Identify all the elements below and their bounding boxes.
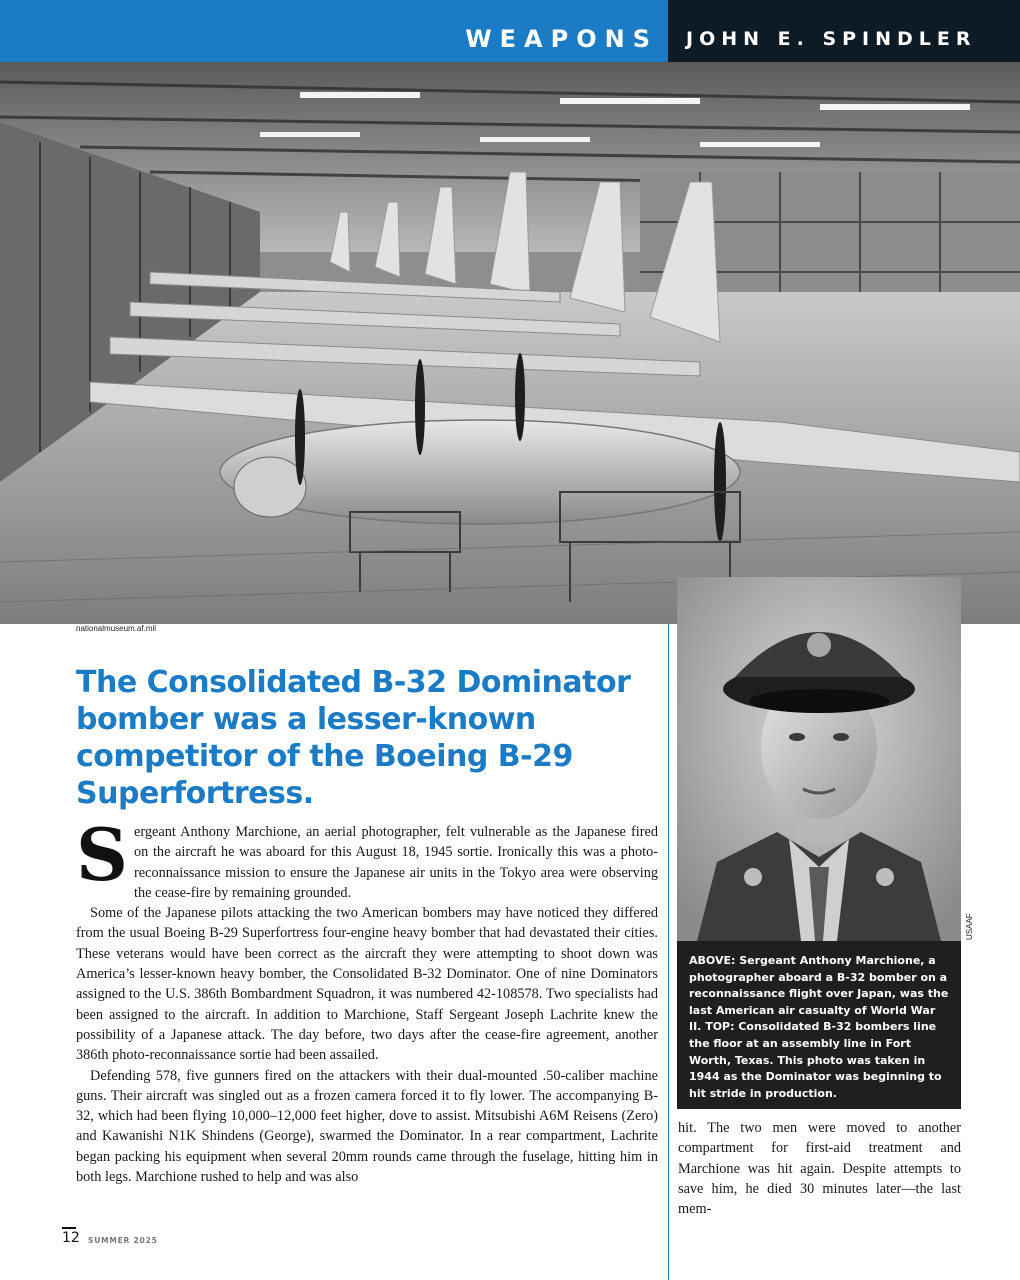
article-headline: The Consolidated B-32 Dominator bomber was a lesser-known competitor of the Boeing B-29 Superfortress. bbox=[76, 665, 631, 811]
paragraph-3: Defending 578, five gunners fired on the attackers with their dual-mounted .50-caliber machine guns. Their aircraft was singled out as a frozen camera forced it to fly lower. The accompanying B-32, which had been flying 10,000–12,000 feet higher, dove to assist. Mitsubishi A6M Reisens (Zero) and Kawanishi N1K Shindens (George), swarmed the Dominator. In a rear compartment, Lachrite began packing his equipment when several 20mm rounds came through the fuselage, hitting him in both legs. Marchione rushed to help and was also bbox=[76, 1067, 658, 1186]
section-label: WEAPONS bbox=[465, 25, 658, 53]
article-continuation: hit. The two men were moved to another compartment for first-aid treatment and Marchione was hit again. Despite attempts to save him, he died 30 minutes later—the last mem- bbox=[678, 1120, 961, 1218]
portrait-illustration bbox=[677, 577, 961, 941]
paragraph-1 bbox=[76, 812, 658, 903]
issue-label: SUMMER 2025 bbox=[88, 1236, 158, 1245]
folio-rule bbox=[62, 1227, 76, 1229]
drop-cap: S bbox=[76, 812, 128, 897]
photo-credit-top: nationalmuseum.af.mil bbox=[76, 624, 157, 633]
page-number: 12 bbox=[62, 1230, 80, 1246]
paragraph-2: Some of the Japanese pilots attacking the two American bombers may have noticed they differed from the usual Boeing B-29 Superfortress four-engine heavy bomber that had devastated their cities. These veterans would have been correct as the aircraft they were attempting to shoot down was America’s lesser-known heavy bomber, the Consolidated B-32 Dominator. One of nine Dominators assigned to the U.S. 386th Bombardment Squadron, it was numbered 42-108578. Two specialists had been assigned to the aircraft. In addition to Marchione, Staff Sergeant Joseph Lachrite knew the possibility of a Japanese attack. The day before, two days after the cease-fire agreement, another 386th photo-reconnaissance sortie had been assailed. bbox=[76, 905, 658, 1064]
article-body bbox=[76, 812, 658, 1187]
photo-credit-side: USAAF bbox=[965, 913, 974, 940]
photo-caption-box bbox=[677, 941, 961, 1109]
assembly-line-illustration bbox=[0, 62, 1020, 624]
author-byline: JOHN E. SPINDLER bbox=[686, 28, 977, 50]
assembly-line-photo bbox=[0, 62, 1020, 624]
photo-caption: ABOVE: Sergeant Anthony Marchione, a photographer aboard a B-32 bomber on a reconnaissance flight over Japan, was the last American air casualty of World War II. TOP: Consolidated B-32 bombers line the floor at an assembly line in Fort Worth, Texas. This photo was taken in 1944 as the Dominator was beginning to hit stride in production. bbox=[689, 954, 949, 1100]
paragraph-1-text: ergeant Anthony Marchione, an aerial photographer, felt vulnerable as the Japanese fired on the aircraft he was aboard for this August 18, 1945 sortie. Ironically this was a photo-reconnaissance mission to ensure the Japanese air units in the Tokyo area were observing the cease-fire by remaining grounded. bbox=[134, 824, 658, 901]
page-header bbox=[0, 0, 1020, 62]
column-divider bbox=[668, 624, 669, 1280]
portrait-photo bbox=[677, 577, 961, 941]
